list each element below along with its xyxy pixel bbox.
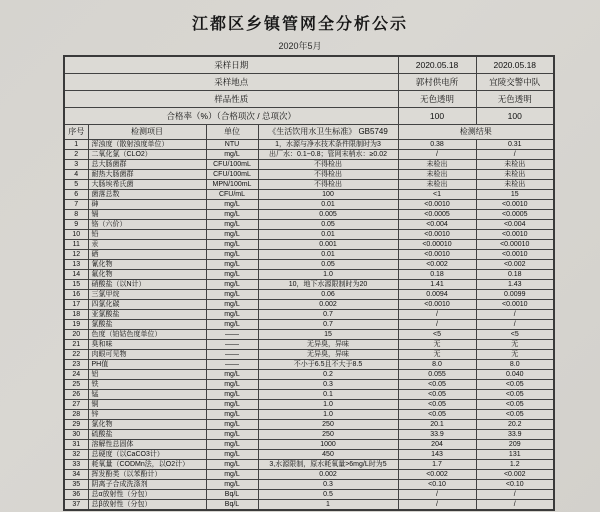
result-1: 8.0	[398, 360, 476, 370]
result-2: /	[476, 310, 554, 320]
row-number: 13	[64, 260, 88, 270]
table-row	[64, 230, 554, 240]
col-header-no: 序号	[64, 125, 88, 140]
item-name: PH值	[88, 360, 206, 370]
result-1: 204	[398, 440, 476, 450]
result-1: /	[398, 490, 476, 500]
sampling-date-value-1: 2020.05.18	[398, 56, 476, 74]
standard-limit: 0.7	[258, 320, 398, 330]
item-name: 铁	[88, 380, 206, 390]
standard-limit: 250	[258, 420, 398, 430]
row-number: 30	[64, 430, 88, 440]
unit: MPN/100mL	[206, 180, 258, 190]
unit: ——	[206, 340, 258, 350]
standard-limit: 0.001	[258, 240, 398, 250]
standard-limit: 0.01	[258, 230, 398, 240]
row-number: 6	[64, 190, 88, 200]
item-name: 硒	[88, 250, 206, 260]
result-1: <0.0010	[398, 230, 476, 240]
row-number: 10	[64, 230, 88, 240]
result-2: <0.05	[476, 410, 554, 420]
standard-limit: 0.005	[258, 210, 398, 220]
item-name: 大肠埃希氏菌	[88, 180, 206, 190]
standard-limit: 1	[258, 500, 398, 511]
table-row	[64, 270, 554, 280]
row-number: 8	[64, 210, 88, 220]
standard-limit: 0.7	[258, 310, 398, 320]
item-name: 总硬度（以CaCO3计）	[88, 450, 206, 460]
standard-limit: 0.002	[258, 300, 398, 310]
unit: mg/L	[206, 320, 258, 330]
item-name: 砷	[88, 200, 206, 210]
standard-limit: 1.0	[258, 400, 398, 410]
standard-limit: 1，水源与净水技术条件限制时为3	[258, 140, 398, 150]
table-row	[64, 430, 554, 440]
table-row	[64, 410, 554, 420]
item-name: 菌落总数	[88, 190, 206, 200]
unit: mg/L	[206, 440, 258, 450]
unit: NTU	[206, 140, 258, 150]
result-2: <0.0010	[476, 300, 554, 310]
unit: mg/L	[206, 430, 258, 440]
standard-limit: 100	[258, 190, 398, 200]
result-1: 33.9	[398, 430, 476, 440]
result-1: <5	[398, 330, 476, 340]
standard-limit: 10，地下水源限制时为20	[258, 280, 398, 290]
table-row	[64, 370, 554, 380]
item-name: 总β放射性（分包）	[88, 500, 206, 511]
row-number: 22	[64, 350, 88, 360]
table-row	[64, 340, 554, 350]
result-2: <0.004	[476, 220, 554, 230]
table-row	[64, 320, 554, 330]
result-1: /	[398, 320, 476, 330]
result-1: 未检出	[398, 180, 476, 190]
standard-limit: 不得检出	[258, 170, 398, 180]
result-2: 1.2	[476, 460, 554, 470]
result-2: <5	[476, 330, 554, 340]
unit: mg/L	[206, 410, 258, 420]
item-name: 三氯甲烷	[88, 290, 206, 300]
result-2: 8.0	[476, 360, 554, 370]
standard-limit: 0.05	[258, 260, 398, 270]
unit: mg/L	[206, 250, 258, 260]
result-1: 0.18	[398, 270, 476, 280]
item-name: 氟化物	[88, 270, 206, 280]
item-name: 挥发酚类（以苯酚计）	[88, 470, 206, 480]
standard-limit: 不小于6.5且不大于8.5	[258, 360, 398, 370]
row-number: 25	[64, 380, 88, 390]
result-2: 未检出	[476, 160, 554, 170]
row-number: 5	[64, 180, 88, 190]
result-1: <0.05	[398, 380, 476, 390]
sampling-location-value-1: 郭村供电所	[398, 74, 476, 91]
col-header-unit: 单位	[206, 125, 258, 140]
table-row	[64, 240, 554, 250]
row-number: 2	[64, 150, 88, 160]
row-number: 28	[64, 410, 88, 420]
result-2: /	[476, 150, 554, 160]
table-row	[64, 480, 554, 490]
item-name: 浑浊度（散射浊度单位）	[88, 140, 206, 150]
row-number: 34	[64, 470, 88, 480]
standard-limit: 0.5	[258, 490, 398, 500]
result-1: <0.05	[398, 410, 476, 420]
row-number: 33	[64, 460, 88, 470]
standard-limit: 0.05	[258, 220, 398, 230]
standard-limit: 0.3	[258, 480, 398, 490]
row-number: 9	[64, 220, 88, 230]
unit: mg/L	[206, 480, 258, 490]
result-2: 0.0099	[476, 290, 554, 300]
standard-limit: 无异臭，异味	[258, 340, 398, 350]
result-1: <0.0010	[398, 200, 476, 210]
unit: mg/L	[206, 280, 258, 290]
standard-limit: 15	[258, 330, 398, 340]
row-number: 37	[64, 500, 88, 511]
result-1: <0.00010	[398, 240, 476, 250]
result-2: 未检出	[476, 170, 554, 180]
table-row	[64, 160, 554, 170]
row-number: 31	[64, 440, 88, 450]
col-header-result: 检测结果	[398, 125, 554, 140]
standard-limit: 无异臭，异味	[258, 350, 398, 360]
standard-limit: 0.002	[258, 470, 398, 480]
table-row	[64, 220, 554, 230]
result-2: 15	[476, 190, 554, 200]
result-2: <0.002	[476, 260, 554, 270]
unit: ——	[206, 330, 258, 340]
result-2: <0.0005	[476, 210, 554, 220]
sampling-date-label: 采样日期	[64, 56, 398, 74]
result-2: <0.05	[476, 390, 554, 400]
unit: mg/L	[206, 210, 258, 220]
item-name: 总大肠菌群	[88, 160, 206, 170]
unit: mg/L	[206, 310, 258, 320]
sample-nature-label: 样品性质	[64, 91, 398, 108]
result-1: 1.41	[398, 280, 476, 290]
item-name: 亚氯酸盐	[88, 310, 206, 320]
row-number: 1	[64, 140, 88, 150]
item-name: 硫酸盐	[88, 430, 206, 440]
standard-limit: 1.0	[258, 270, 398, 280]
pass-rate-label: 合格率（%）（合格项次 / 总项次）	[64, 108, 398, 125]
row-number: 17	[64, 300, 88, 310]
table-row	[64, 390, 554, 400]
table-row	[64, 250, 554, 260]
unit: mg/L	[206, 460, 258, 470]
unit: mg/L	[206, 380, 258, 390]
table-row	[64, 350, 554, 360]
result-1: 未检出	[398, 170, 476, 180]
standard-limit: 0.1	[258, 390, 398, 400]
row-number: 19	[64, 320, 88, 330]
result-2: /	[476, 500, 554, 511]
col-header-item: 检测项目	[88, 125, 206, 140]
result-1: <0.05	[398, 390, 476, 400]
table-row	[64, 400, 554, 410]
unit: mg/L	[206, 230, 258, 240]
item-name: 铜	[88, 400, 206, 410]
sampling-location-value-2: 宜陵交警中队	[476, 74, 554, 91]
result-2: 无	[476, 350, 554, 360]
item-name: 镉	[88, 210, 206, 220]
standard-limit: 0.01	[258, 200, 398, 210]
unit: mg/L	[206, 150, 258, 160]
result-2: 0.040	[476, 370, 554, 380]
result-1: <0.05	[398, 400, 476, 410]
table-row	[64, 460, 554, 470]
result-2: 1.43	[476, 280, 554, 290]
result-1: <0.0010	[398, 300, 476, 310]
item-name: 氯酸盐	[88, 320, 206, 330]
unit: mg/L	[206, 400, 258, 410]
item-name: 肉眼可见物	[88, 350, 206, 360]
pass-rate-value-1: 100	[398, 108, 476, 125]
item-name: 硝酸盐（以N计）	[88, 280, 206, 290]
info-rows	[64, 56, 554, 140]
table-row	[64, 490, 554, 500]
row-number: 7	[64, 200, 88, 210]
table-row	[64, 330, 554, 340]
row-number: 15	[64, 280, 88, 290]
standard-limit: 450	[258, 450, 398, 460]
result-1: 无	[398, 340, 476, 350]
table-row	[64, 290, 554, 300]
sampling-date-value-2: 2020.05.18	[476, 56, 554, 74]
unit: mg/L	[206, 450, 258, 460]
result-1: <0.10	[398, 480, 476, 490]
unit: mg/L	[206, 470, 258, 480]
standard-limit: 出厂水：0.1~0.8；管网末梢水：≥0.02	[258, 150, 398, 160]
page-title: 江都区乡镇管网全分析公示	[191, 16, 408, 33]
result-2: 0.31	[476, 140, 554, 150]
result-1: <0.004	[398, 220, 476, 230]
result-2: 未检出	[476, 180, 554, 190]
result-2: <0.05	[476, 400, 554, 410]
result-1: /	[398, 150, 476, 160]
standard-limit: 0.06	[258, 290, 398, 300]
item-name: 氯化物	[88, 420, 206, 430]
result-2: /	[476, 320, 554, 330]
row-number: 14	[64, 270, 88, 280]
table-row	[64, 210, 554, 220]
table-row	[64, 360, 554, 370]
row-number: 11	[64, 240, 88, 250]
table-row	[64, 310, 554, 320]
pass-rate-value-2: 100	[476, 108, 554, 125]
item-name: 总α放射性（分包）	[88, 490, 206, 500]
result-1: <0.0005	[398, 210, 476, 220]
result-1: 未检出	[398, 160, 476, 170]
item-name: 二氧化氯（CLO2）	[88, 150, 206, 160]
row-number: 21	[64, 340, 88, 350]
result-2: <0.05	[476, 380, 554, 390]
result-2: 33.9	[476, 430, 554, 440]
standard-limit: 1.0	[258, 410, 398, 420]
col-header-standard: 《生活饮用水卫生标准》 GB5749	[258, 125, 398, 140]
item-name: 锌	[88, 410, 206, 420]
sample-nature-value-1: 无色透明	[398, 91, 476, 108]
item-name: 铬（六价）	[88, 220, 206, 230]
unit: mg/L	[206, 390, 258, 400]
item-name: 色度（铂钴色度单位）	[88, 330, 206, 340]
report-month: 2020年5月	[278, 41, 322, 51]
unit: CFU/mL	[206, 190, 258, 200]
result-1: <0.0010	[398, 250, 476, 260]
table-row	[64, 500, 554, 511]
column-header-row	[64, 125, 554, 140]
sample-nature-row	[64, 91, 554, 108]
row-number: 29	[64, 420, 88, 430]
row-number: 23	[64, 360, 88, 370]
table-row	[64, 300, 554, 310]
standard-limit: 1000	[258, 440, 398, 450]
row-number: 27	[64, 400, 88, 410]
table-row	[64, 150, 554, 160]
result-1: 20.1	[398, 420, 476, 430]
sampling-date-row	[64, 56, 554, 74]
table-row	[64, 280, 554, 290]
result-2: /	[476, 490, 554, 500]
table-row	[64, 470, 554, 480]
table-row	[64, 260, 554, 270]
standard-limit: 0.01	[258, 250, 398, 260]
standard-limit: 0.3	[258, 380, 398, 390]
row-number: 32	[64, 450, 88, 460]
result-2: <0.10	[476, 480, 554, 490]
standard-limit: 不得检出	[258, 160, 398, 170]
row-number: 12	[64, 250, 88, 260]
unit: mg/L	[206, 420, 258, 430]
item-name: 氰化物	[88, 260, 206, 270]
standard-limit: 250	[258, 430, 398, 440]
row-number: 4	[64, 170, 88, 180]
table-row	[64, 440, 554, 450]
unit: mg/L	[206, 290, 258, 300]
item-name: 铅	[88, 230, 206, 240]
table-row	[64, 380, 554, 390]
sampling-location-row	[64, 74, 554, 91]
table-row	[64, 180, 554, 190]
row-number: 18	[64, 310, 88, 320]
item-name: 铝	[88, 370, 206, 380]
result-1: 1.7	[398, 460, 476, 470]
result-1: /	[398, 310, 476, 320]
item-name: 锰	[88, 390, 206, 400]
result-1: 0.0094	[398, 290, 476, 300]
row-number: 26	[64, 390, 88, 400]
item-name: 四氯化碳	[88, 300, 206, 310]
detection-tbody	[64, 140, 554, 511]
table-row	[64, 420, 554, 430]
table-row	[64, 190, 554, 200]
unit: mg/L	[206, 270, 258, 280]
analysis-table	[63, 55, 555, 511]
pass-rate-row	[64, 108, 554, 125]
unit: ——	[206, 350, 258, 360]
unit: CFU/100mL	[206, 160, 258, 170]
result-2: 无	[476, 340, 554, 350]
row-number: 20	[64, 330, 88, 340]
row-number: 16	[64, 290, 88, 300]
result-1: <0.002	[398, 470, 476, 480]
table-row	[64, 170, 554, 180]
unit: mg/L	[206, 370, 258, 380]
unit: Bq/L	[206, 500, 258, 511]
result-1: /	[398, 500, 476, 511]
item-name: 溶解性总固体	[88, 440, 206, 450]
row-number: 24	[64, 370, 88, 380]
unit: mg/L	[206, 220, 258, 230]
result-1: 无	[398, 350, 476, 360]
standard-limit: 不得检出	[258, 180, 398, 190]
item-name: 阴离子合成洗涤剂	[88, 480, 206, 490]
item-name: 耗氧量（CODMn法，以O2计）	[88, 460, 206, 470]
standard-limit: 3,水源限制，原水耗氧量>6mg/L时为5	[258, 460, 398, 470]
table-row	[64, 450, 554, 460]
result-2: <0.002	[476, 470, 554, 480]
row-number: 3	[64, 160, 88, 170]
result-2: <0.0010	[476, 200, 554, 210]
unit: Bq/L	[206, 490, 258, 500]
result-1: <0.002	[398, 260, 476, 270]
result-2: 20.2	[476, 420, 554, 430]
item-name: 耐热大肠菌群	[88, 170, 206, 180]
row-number: 36	[64, 490, 88, 500]
unit: mg/L	[206, 300, 258, 310]
result-2: 0.18	[476, 270, 554, 280]
item-name: 汞	[88, 240, 206, 250]
sample-nature-value-2: 无色透明	[476, 91, 554, 108]
unit: mg/L	[206, 200, 258, 210]
table-row	[64, 200, 554, 210]
result-1: <1	[398, 190, 476, 200]
standard-limit: 0.2	[258, 370, 398, 380]
result-2: <0.00010	[476, 240, 554, 250]
result-2: <0.0010	[476, 250, 554, 260]
result-1: 143	[398, 450, 476, 460]
unit: ——	[206, 360, 258, 370]
unit: mg/L	[206, 260, 258, 270]
result-2: 209	[476, 440, 554, 450]
result-2: 131	[476, 450, 554, 460]
result-1: 0.38	[398, 140, 476, 150]
result-2: <0.0010	[476, 230, 554, 240]
table-row	[64, 140, 554, 150]
result-1: 0.055	[398, 370, 476, 380]
unit: mg/L	[206, 240, 258, 250]
sampling-location-label: 采样地点	[64, 74, 398, 91]
unit: CFU/100mL	[206, 170, 258, 180]
row-number: 35	[64, 480, 88, 490]
item-name: 臭和味	[88, 340, 206, 350]
